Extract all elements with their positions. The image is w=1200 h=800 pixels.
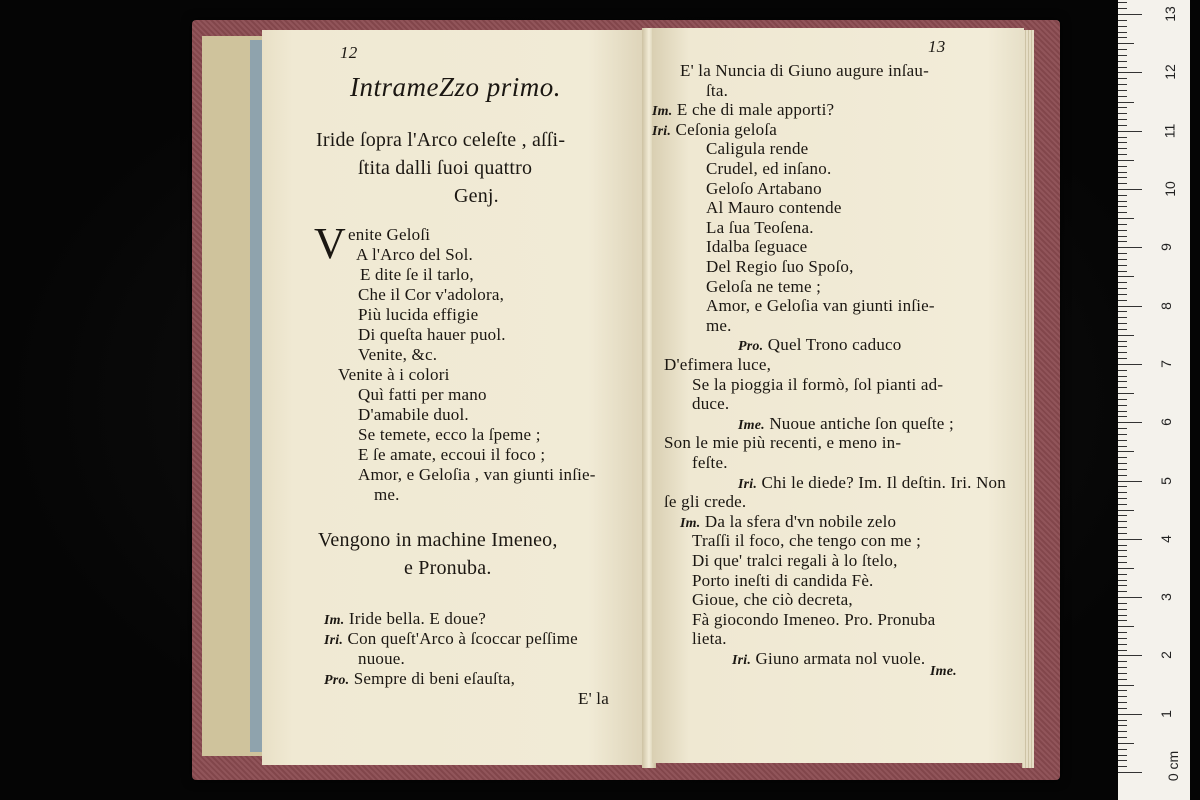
ruler-tick xyxy=(1118,61,1127,62)
speaker-label: Iri. xyxy=(732,653,752,668)
ruler-tick xyxy=(1118,206,1127,207)
ruler-tick xyxy=(1118,230,1127,231)
dialogue-text: Fà giocondo Imeneo. Pro. Pronuba xyxy=(692,609,936,629)
dialogue-line xyxy=(664,356,771,373)
ruler-number: 4 xyxy=(1157,534,1174,543)
speaker-label: Pro. xyxy=(324,673,350,688)
ruler-tick xyxy=(1118,702,1127,703)
heading-line: Genj. xyxy=(454,185,499,207)
ruler-tick xyxy=(1118,43,1134,44)
heading-line: Vengono in machine Imeneo, xyxy=(318,529,558,551)
dialogue-line xyxy=(706,297,935,314)
dialogue-text: Traſſi il foco, che tengo con me ; xyxy=(692,531,922,551)
ruler-tick xyxy=(1118,317,1127,318)
ruler-tick xyxy=(1118,755,1127,756)
verse-line: A l'Arco del Sol. xyxy=(356,245,473,264)
dialogue-line xyxy=(324,610,486,628)
dialogue-line xyxy=(692,376,943,393)
dialogue-text: lieta. xyxy=(692,629,727,649)
ruler-number: 2 xyxy=(1157,651,1174,660)
ruler-tick xyxy=(1118,125,1127,126)
dialogue-text: Geloſa ne teme ; xyxy=(706,276,822,296)
ruler-tick xyxy=(1118,597,1142,598)
ruler-tick xyxy=(1118,650,1127,651)
dialogue-line xyxy=(692,572,874,589)
ruler-tick xyxy=(1118,32,1127,33)
ruler-number: 5 xyxy=(1157,476,1174,485)
ruler-tick xyxy=(1118,632,1127,633)
ruler-tick xyxy=(1118,714,1142,715)
ruler-tick xyxy=(1118,550,1127,551)
dialogue-text: ſe gli crede. xyxy=(664,492,747,512)
ruler-tick xyxy=(1118,300,1127,301)
ruler-tick xyxy=(1118,160,1134,161)
ruler-tick xyxy=(1118,381,1127,382)
dialogue-line xyxy=(706,140,808,157)
dialogue-text: Porto ineſti di candida Fè. xyxy=(692,570,874,590)
dialogue-text: Con queſt'Arco à ſcoccar peſſime xyxy=(347,629,578,648)
dialogue-line xyxy=(664,493,746,510)
dialogue-text: Crudel, ed inſano. xyxy=(706,159,832,178)
ruler-tick xyxy=(1118,102,1134,103)
ruler-tick xyxy=(1118,370,1127,371)
dialogue-text: Caligula rende xyxy=(706,139,809,159)
heading-line: e Pronuba. xyxy=(404,557,492,579)
ruler-tick xyxy=(1118,690,1127,691)
dialogue-line xyxy=(692,532,921,549)
ruler-number: 3 xyxy=(1157,593,1174,601)
ruler-tick xyxy=(1118,562,1127,563)
dialogue-line xyxy=(664,434,901,451)
verse-line: Di queſta hauer puol. xyxy=(358,325,506,344)
verse-line: Più lucida effigie xyxy=(358,305,479,324)
dialogue-line xyxy=(706,278,821,295)
ruler-tick xyxy=(1118,749,1127,750)
drop-cap: V xyxy=(314,219,346,268)
ruler-tick xyxy=(1118,673,1127,674)
ruler-tick xyxy=(1118,737,1127,738)
ruler-tick xyxy=(1118,352,1127,353)
ruler-number: 1 xyxy=(1157,709,1174,718)
dialogue-text: Gioue, che ciò decreta, xyxy=(692,590,853,610)
speaker-label: Im. xyxy=(324,613,345,628)
ruler-tick xyxy=(1118,387,1127,388)
ruler-tick xyxy=(1118,591,1127,592)
ruler-tick xyxy=(1118,195,1127,196)
ruler-tick xyxy=(1118,399,1127,400)
dialogue-text: La ſua Teoſena. xyxy=(706,217,814,237)
ruler-tick xyxy=(1118,265,1127,266)
ruler-tick xyxy=(1118,218,1134,219)
dialogue-text: Sempre di beni eſauſta, xyxy=(353,669,516,688)
ruler-tick xyxy=(1118,411,1127,412)
dialogue-text: D'efimera luce, xyxy=(664,355,772,374)
ruler-tick xyxy=(1118,67,1127,68)
dialogue-line xyxy=(738,336,902,354)
ruler-number: 12 xyxy=(1161,64,1178,81)
ruler-tick xyxy=(1118,760,1127,761)
dialogue-line xyxy=(692,591,853,608)
ruler-tick xyxy=(1118,515,1127,516)
heading-line: ſtita dalli ſuoi quattro xyxy=(358,157,533,179)
ruler-tick xyxy=(1118,341,1127,342)
ruler-tick xyxy=(1118,8,1127,9)
ruler-tick xyxy=(1118,644,1127,645)
ruler-tick xyxy=(1118,725,1127,726)
ruler-tick xyxy=(1118,306,1142,307)
ruler-tick xyxy=(1118,259,1127,260)
dialogue-line xyxy=(732,650,925,668)
ruler-tick xyxy=(1118,772,1142,773)
dialogue-line xyxy=(692,611,935,628)
ruler-tick xyxy=(1118,510,1134,511)
dialogue-line xyxy=(324,670,515,688)
verse-line: D'amabile duol. xyxy=(358,405,469,424)
ruler-tick xyxy=(1118,626,1134,627)
ruler-tick xyxy=(1118,731,1127,732)
dialogue-line xyxy=(652,121,777,139)
ruler-tick xyxy=(1118,358,1127,359)
ruler-tick xyxy=(1118,638,1127,639)
ruler-tick xyxy=(1118,376,1127,377)
ruler-tick xyxy=(1118,620,1127,621)
speaker-label: Pro. xyxy=(738,339,764,355)
ruler-tick xyxy=(1118,282,1127,283)
verse-line: me. xyxy=(374,485,400,504)
dialogue-text: Nuoue antiche ſon queſte ; xyxy=(769,413,954,433)
ruler-tick xyxy=(1118,96,1127,97)
dialogue-text: Idalba ſeguace xyxy=(706,237,808,257)
ruler-number: 13 xyxy=(1161,6,1178,22)
dialogue-text: Di que' tralci regali à lo ſtelo, xyxy=(692,551,898,570)
ruler-tick xyxy=(1118,679,1127,680)
ruler-tick xyxy=(1118,545,1127,546)
measurement-ruler xyxy=(1118,0,1190,800)
ruler-tick xyxy=(1118,346,1127,347)
speaker-label: Ime. xyxy=(738,417,765,433)
ruler-tick xyxy=(1118,661,1127,662)
speaker-label: Iri. xyxy=(324,633,344,648)
ruler-tick xyxy=(1118,323,1127,324)
ruler-tick xyxy=(1118,253,1127,254)
dialogue-line xyxy=(706,180,822,197)
ruler-tick xyxy=(1118,84,1127,85)
ruler-tick xyxy=(1118,247,1142,248)
dialogue-line xyxy=(680,513,896,531)
ruler-tick xyxy=(1118,416,1127,417)
ruler-tick xyxy=(1118,521,1127,522)
ruler-tick xyxy=(1118,271,1127,272)
ruler-tick xyxy=(1118,766,1127,767)
ruler-tick xyxy=(1118,498,1127,499)
dialogue-text: Iride bella. E doue? xyxy=(348,609,487,628)
dialogue-text: E' la Nuncia di Giuno augure inſau- xyxy=(680,61,929,80)
ruler-tick xyxy=(1118,405,1127,406)
dialogue-line xyxy=(706,219,814,236)
ruler-tick xyxy=(1118,446,1127,447)
dialogue-line xyxy=(706,238,807,255)
ruler-tick xyxy=(1118,743,1134,744)
ruler-tick xyxy=(1118,440,1127,441)
verse-line: Venite à i colori xyxy=(338,365,450,384)
dialogue-text: Se la pioggia il formò, ſol pianti ad- xyxy=(692,374,944,394)
verse-line: Che il Cor v'adolora, xyxy=(358,285,505,304)
ruler-tick xyxy=(1118,533,1127,534)
ruler-tick xyxy=(1118,177,1127,178)
verse-line: enite Geloſi xyxy=(348,225,431,244)
dialogue-text: Giuno armata nol vuole. xyxy=(755,649,926,668)
ruler-tick xyxy=(1118,166,1127,167)
ruler-tick xyxy=(1118,329,1127,330)
ruler-tick xyxy=(1118,696,1127,697)
dialogue-line xyxy=(358,650,405,667)
ruler-tick xyxy=(1118,107,1127,108)
ruler-tick xyxy=(1118,486,1127,487)
dialogue-line xyxy=(680,62,929,79)
ruler-tick xyxy=(1118,183,1127,184)
speaker-label: Im. xyxy=(652,104,673,120)
ruler-tick xyxy=(1118,172,1127,173)
ruler-tick xyxy=(1118,20,1127,21)
ruler-number: 9 xyxy=(1157,243,1174,252)
ruler-tick xyxy=(1118,14,1142,15)
ruler-tick xyxy=(1118,288,1127,289)
dialogue-text: Quel Trono caduco xyxy=(767,335,902,355)
ruler-tick xyxy=(1118,492,1127,493)
ruler-tick xyxy=(1118,137,1127,138)
page-number: 12 xyxy=(340,43,358,62)
ruler-tick xyxy=(1118,26,1127,27)
ruler-tick xyxy=(1118,335,1134,336)
ruler-tick xyxy=(1118,148,1127,149)
ruler-tick xyxy=(1118,655,1142,656)
ruler-tick xyxy=(1118,241,1127,242)
ruler-tick xyxy=(1118,451,1134,452)
ruler-tick xyxy=(1118,212,1127,213)
ruler-unit-label: 0 cm xyxy=(1165,750,1182,782)
ruler-tick xyxy=(1118,504,1127,505)
dialogue-text: Chi le diede? Im. Il deſtin. Iri. Non xyxy=(761,472,1006,492)
ruler-tick xyxy=(1118,457,1127,458)
ruler-tick xyxy=(1118,539,1142,540)
verse-line: Amor, e Geloſia , van giunti inſie- xyxy=(358,465,596,484)
dialogue-line xyxy=(692,630,727,647)
ruler-tick xyxy=(1118,154,1127,155)
dialogue-line xyxy=(324,630,578,648)
ruler-tick xyxy=(1118,119,1127,120)
dialogue-text: me. xyxy=(706,315,732,335)
ruler-tick xyxy=(1118,422,1142,423)
ruler-tick xyxy=(1118,481,1142,482)
dialogue-text: Al Mauro contende xyxy=(706,198,842,218)
ruler-tick xyxy=(1118,580,1127,581)
verse-line: E dite ſe il tarlo, xyxy=(360,265,474,284)
dialogue-line xyxy=(706,160,831,177)
dialogue-text: ſta. xyxy=(706,80,729,100)
ruler-number: 7 xyxy=(1157,359,1174,368)
ruler-tick xyxy=(1118,131,1142,132)
ruler-tick xyxy=(1118,294,1127,295)
dialogue-text: Amor, e Geloſia van giunti inſie- xyxy=(706,296,935,316)
ruler-tick xyxy=(1118,113,1127,114)
dialogue-line xyxy=(738,474,1006,492)
ruler-tick xyxy=(1118,469,1127,470)
dialogue-text: Geloſo Artabano xyxy=(706,178,822,198)
dialogue-text: feſte. xyxy=(692,453,728,472)
ruler-tick xyxy=(1118,685,1134,686)
ruler-tick xyxy=(1118,189,1142,190)
ruler-tick xyxy=(1118,142,1127,143)
ruler-tick xyxy=(1118,72,1142,73)
ruler-tick xyxy=(1118,585,1127,586)
page-number: 13 xyxy=(928,37,946,56)
ruler-tick xyxy=(1118,708,1127,709)
ruler-tick xyxy=(1118,55,1127,56)
ruler-tick xyxy=(1118,667,1127,668)
ruler-number: 11 xyxy=(1161,123,1178,138)
dialogue-text: nuoue. xyxy=(358,649,405,668)
dialogue-text: Son le mie più recenti, e meno in- xyxy=(664,433,902,453)
ruler-tick xyxy=(1118,428,1127,429)
ruler-tick xyxy=(1118,603,1127,604)
catchword: Ime. xyxy=(930,664,957,679)
heading-line: Iride ſopra l'Arco celeſte , aſſi- xyxy=(316,129,566,151)
verse-line: Se temete, ecco la ſpeme ; xyxy=(358,425,541,444)
ruler-tick xyxy=(1118,224,1127,225)
dialogue-line xyxy=(692,395,729,412)
ruler-tick xyxy=(1118,236,1127,237)
ruler-tick xyxy=(1118,475,1127,476)
dialogue-line xyxy=(706,82,728,99)
ruler-tick xyxy=(1118,78,1127,79)
dialogue-text: E che di male apporti? xyxy=(676,100,835,120)
ruler-tick xyxy=(1118,574,1127,575)
ruler-tick xyxy=(1118,311,1127,312)
ruler-tick xyxy=(1118,276,1134,277)
verse-line: Quì fatti per mano xyxy=(358,385,487,404)
dialogue-line xyxy=(652,101,834,119)
ruler-tick xyxy=(1118,615,1127,616)
ruler-tick xyxy=(1118,37,1127,38)
right-page xyxy=(652,28,1024,763)
ruler-tick xyxy=(1118,527,1127,528)
dialogue-text: Del Regio ſuo Spoſo, xyxy=(706,257,854,276)
ruler-tick xyxy=(1118,463,1127,464)
catchword: E' la xyxy=(578,689,609,708)
dialogue-text: duce. xyxy=(692,394,730,414)
verse-line: Venite, &c. xyxy=(358,345,438,364)
speaker-label: Im. xyxy=(680,515,701,531)
dialogue-line xyxy=(738,415,954,433)
dialogue-line xyxy=(706,317,732,334)
dialogue-line xyxy=(692,454,728,471)
speaker-label: Iri. xyxy=(652,123,672,139)
dialogue-line xyxy=(706,199,842,216)
ruler-tick xyxy=(1118,90,1127,91)
ruler-number: 8 xyxy=(1157,301,1174,310)
ruler-tick xyxy=(1118,609,1127,610)
ruler-tick xyxy=(1118,49,1127,50)
ruler-number: 10 xyxy=(1161,181,1178,197)
dialogue-line xyxy=(706,258,854,275)
ruler-tick xyxy=(1118,720,1127,721)
dialogue-text: Ceſonia geloſa xyxy=(675,119,778,139)
page-title: IntrameZzo primo. xyxy=(350,72,562,102)
ruler-tick xyxy=(1118,364,1142,365)
ruler-tick xyxy=(1118,201,1127,202)
ruler-number: 6 xyxy=(1157,418,1174,427)
ruler-tick xyxy=(1118,556,1127,557)
verse-line: E ſe amate, eccoui il foco ; xyxy=(358,445,546,464)
dialogue-line xyxy=(692,552,898,569)
ruler-tick xyxy=(1118,568,1134,569)
ruler-tick xyxy=(1118,2,1127,3)
ruler-tick xyxy=(1118,434,1127,435)
speaker-label: Iri. xyxy=(738,476,758,492)
ruler-tick xyxy=(1118,393,1134,394)
left-page xyxy=(262,30,646,765)
dialogue-text: Da la sfera d'vn nobile zelo xyxy=(704,511,897,531)
